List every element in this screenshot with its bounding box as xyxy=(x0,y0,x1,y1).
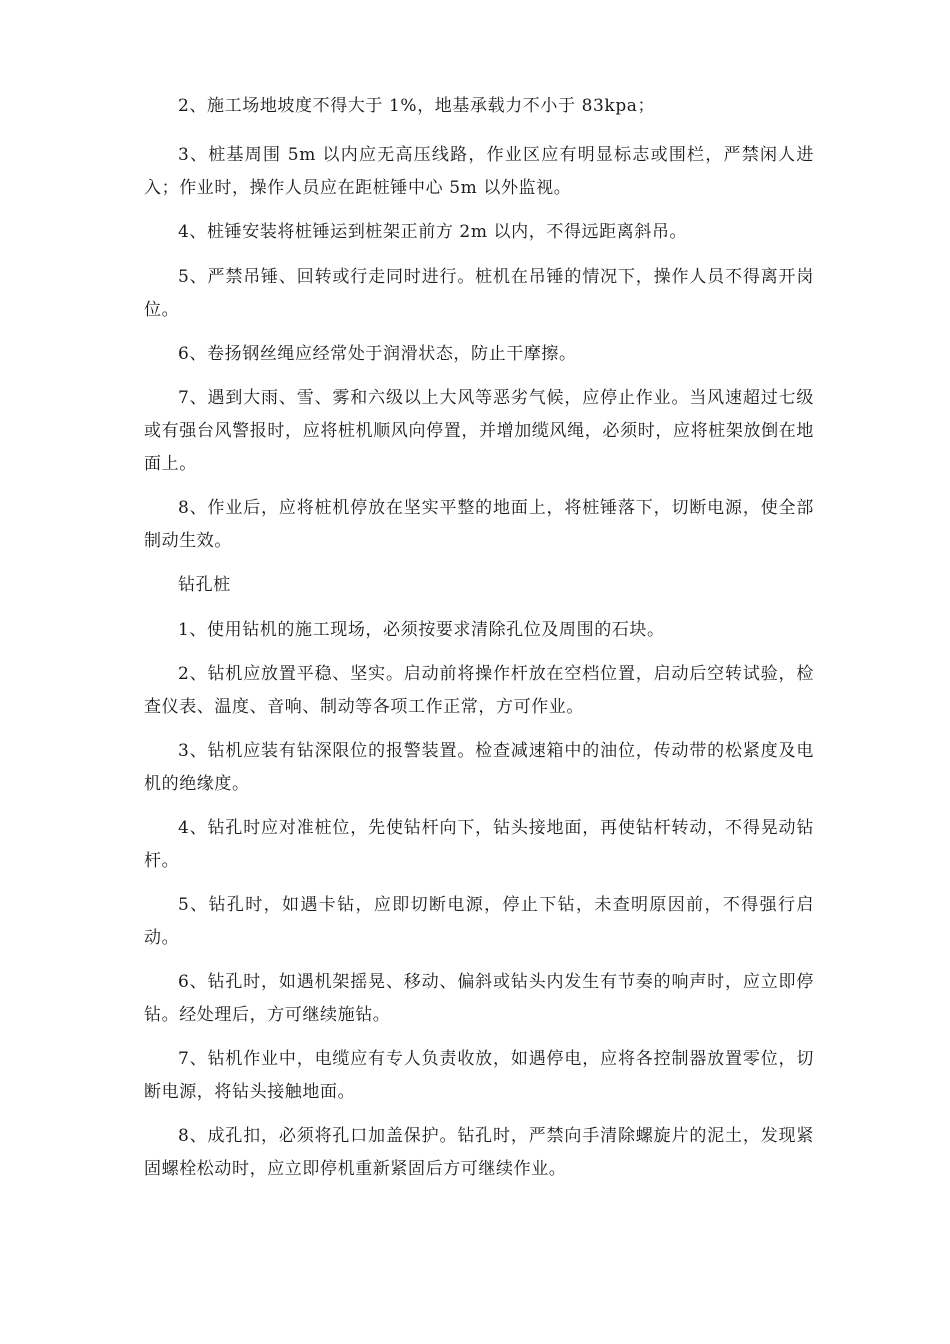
paragraph-drill-6-shaking: 6、钻孔时，如遇机架摇晃、移动、偏斜或钻头内发生有节奏的响声时，应立即停钻。经处理后，方可继续施钻。 xyxy=(144,972,814,1025)
paragraph-item-2-slope: 2、施工场地坡度不得大于 1%，地基承载力不小于 83kpa； xyxy=(178,96,656,116)
paragraph-drill-2-placement: 2、钻机应放置平稳、坚实。启动前将操作杆放在空档位置，启动后空转试验，检查仪表、温度、音响、制动等各项工作正常，方可作业。 xyxy=(144,664,814,717)
paragraph-drill-5-stuck: 5、钻孔时，如遇卡钻，应即切断电源，停止下钻，未查明原因前，不得强行启动。 xyxy=(144,895,814,948)
paragraph-drill-3-alarm: 3、钻机应装有钻深限位的报警装置。检查减速箱中的油位，传动带的松紧度及电机的绝缘度。 xyxy=(144,741,814,794)
paragraph-item-7-weather: 7、遇到大雨、雪、雾和六级以上大风等恶劣气候，应停止作业。当风速超过七级或有强台风警报时，应将桩机顺风向停置，并增加缆风绳，必须时，应将桩架放倒在地面上。 xyxy=(144,388,814,474)
paragraph-item-6-wire-rope: 6、卷扬钢丝绳应经常处于润滑状态，防止干摩擦。 xyxy=(178,344,577,364)
paragraph-drill-7-cable: 7、钻机作业中，电缆应有专人负责收放，如遇停电，应将各控制器放置零位，切断电源，将钻头接触地面。 xyxy=(144,1049,814,1102)
paragraph-item-3-power-lines: 3、桩基周围 5m 以内应无高压线路，作业区应有明显标志或围栏，严禁闲人进入；作业时，操作人员应在距桩锤中心 5m 以外监视。 xyxy=(144,145,814,198)
paragraph-drill-8-hole-cover: 8、成孔扣，必须将孔口加盖保护。钻孔时，严禁向手清除螺旋片的泥土，发现紧固螺栓松动时，应立即停机重新紧固后方可继续作业。 xyxy=(144,1126,814,1179)
paragraph-drill-4-alignment: 4、钻孔时应对准桩位，先使钻杆向下，钻头接地面，再使钻杆转动，不得晃动钻杆。 xyxy=(144,818,814,871)
paragraph-drill-1-site: 1、使用钻机的施工现场，必须按要求清除孔位及周围的石块。 xyxy=(178,620,665,640)
paragraph-item-4-hammer-install: 4、桩锤安装将桩锤运到桩架正前方 2m 以内，不得远距离斜吊。 xyxy=(178,222,688,242)
section-heading-bored-pile: 钻孔桩 xyxy=(178,575,231,595)
paragraph-item-5-no-simultaneous: 5、严禁吊锤、回转或行走同时进行。桩机在吊锤的情况下，操作人员不得离开岗位。 xyxy=(144,267,814,320)
paragraph-item-8-after-work: 8、作业后，应将桩机停放在坚实平整的地面上，将桩锤落下，切断电源，使全部制动生效。 xyxy=(144,498,814,551)
